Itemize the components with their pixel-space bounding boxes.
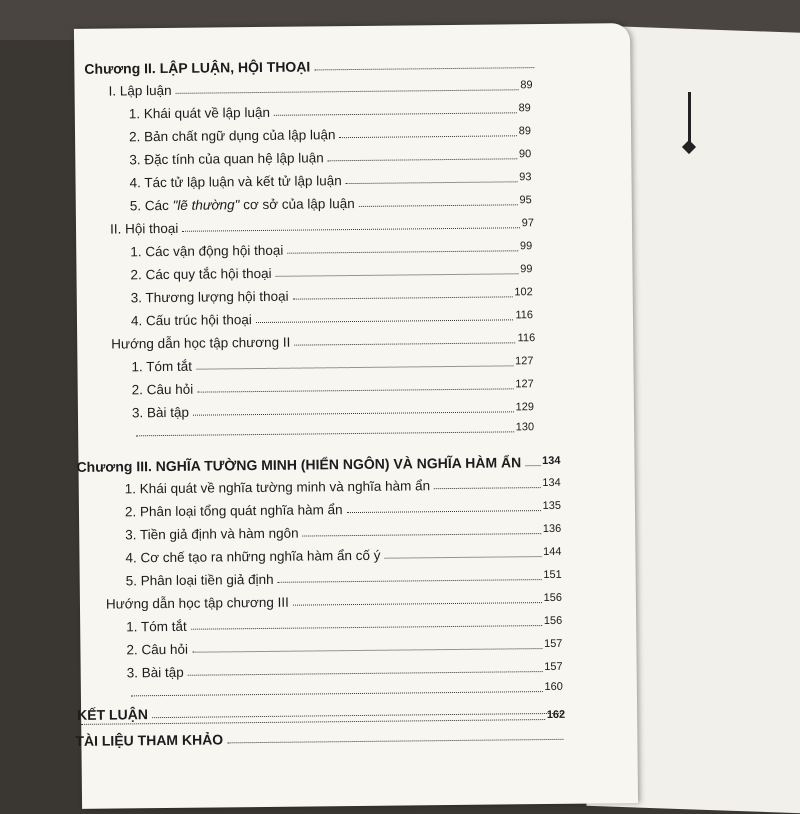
toc-entry-title: II. Hội thoại [110,221,180,237]
toc-entry [130,194,532,213]
toc-entry-title-part: 5. Các [130,198,173,213]
toc-page-number: 157 [544,661,562,673]
toc-entry-title: 3. Đặc tính của quan hệ lập luận [129,150,326,167]
toc-entry [125,500,561,520]
dot-leader [434,487,540,489]
toc-entry-title: 2. Câu hỏi [132,382,196,398]
toc-entry [132,424,534,440]
dot-leader [191,625,542,630]
toc-page-number: 162 [547,709,565,721]
toc-page-number: 89 [519,125,531,137]
toc-page-number: 97 [522,217,534,229]
dot-leader [346,181,518,184]
dot-leader [328,158,517,161]
dot-leader [196,365,513,369]
toc-entry-title: 2. Các quy tắc hội thoại [130,266,273,282]
toc-page-number: 116 [518,332,536,344]
toc-entry-title: Chương II. LẬP LUẬN, HỘI THOẠI [84,58,312,76]
dot-leader [276,273,519,277]
toc-entry [84,56,536,77]
toc-entry [110,217,534,236]
toc-page-number: 136 [543,523,561,535]
toc-entry-title: 4. Tác tử lập luận và kết tử lập luận [129,173,343,190]
toc-entry-title: Hướng dẫn học tập chương III [106,595,291,612]
toc-entry [130,263,532,282]
dot-leader [81,719,545,725]
toc-entry-title: 3. Bài tập [132,405,191,421]
toc-page-number: 89 [518,102,530,114]
dot-leader [176,89,519,94]
toc-page-number: 129 [515,401,533,413]
decorative-rule [688,92,691,146]
document-page [74,23,638,809]
dot-leader [340,135,517,138]
toc-entry [75,728,565,749]
toc-entry [125,546,561,566]
toc-entry [126,569,562,589]
dot-leader [256,319,514,323]
toc-page-number: 116 [515,309,533,321]
toc-page-number: 93 [519,171,531,183]
dot-leader [278,579,542,583]
dot-leader [347,510,541,513]
dot-leader [192,648,542,653]
toc-entry [130,240,532,259]
toc-entry [126,638,562,658]
dot-leader [188,671,543,676]
toc-entry-title: 1. Tóm tắt [126,619,189,635]
toc-entry [129,102,531,121]
toc-entry [111,332,535,351]
toc-entry-title: 2. Bản chất ngữ dụng của lập luận [129,127,338,144]
toc-entry [129,148,531,167]
toc-entry-title: 3. Tiền giả định và hàm ngôn [125,526,301,543]
toc-entry-title: 2. Câu hỏi [126,642,190,658]
toc-page-number: 157 [544,638,562,650]
toc-page-number: 90 [519,148,531,160]
toc-entry-title: 1. Khái quát về lập luận [129,105,272,121]
toc-page-number: 130 [516,421,534,433]
toc-entry-title-emphasis: "lẽ thường" [172,197,239,213]
toc-page-number: 99 [520,240,532,252]
toc-entry-title: 1. Tóm tắt [131,359,194,375]
dot-leader [136,431,514,436]
toc-entry [129,125,531,144]
dot-leader [193,411,514,415]
toc-page-number: 99 [520,263,532,275]
toc-entry [129,171,531,190]
dot-leader [131,691,543,696]
toc-entry [131,286,533,305]
toc-entry-title: 3. Thương lượng hội thoại [131,289,291,306]
dot-leader [525,465,540,466]
toc-page-number: 134 [542,477,560,489]
toc-entry [76,454,560,475]
toc-page-number: 89 [520,79,532,91]
toc-page-number: 156 [544,615,562,627]
toc-page-number: 134 [542,455,560,467]
dot-leader [227,739,563,744]
toc-page-number: 127 [515,355,533,367]
toc-page-number: 156 [543,592,561,604]
toc-entry-title [130,196,357,213]
toc-entry-title: 1. Khái quát về nghĩa tường minh và nghĩa hàm ẩn [125,478,432,496]
toc-page-number: 135 [543,500,561,512]
toc-entry-title: 4. Cấu trúc hội thoại [131,312,254,328]
dot-leader [314,67,534,70]
toc-entry [126,615,562,635]
table-of-contents [74,23,638,809]
toc-page-number: 102 [514,286,532,298]
toc-entry-title: Hướng dẫn học tập chương II [111,335,292,352]
dot-leader [274,112,517,116]
toc-entry [125,523,561,543]
toc-entry-title: KẾT LUẬN [77,706,150,723]
toc-entry [131,309,533,328]
toc-entry [127,661,563,681]
dot-leader [182,227,519,232]
toc-entry [106,592,562,612]
dot-leader [293,602,542,606]
toc-page-number: 160 [544,681,562,693]
toc-entry-title: 5. Phân loại tiền giả định [126,572,276,589]
dot-leader [197,388,513,392]
dot-leader [293,296,513,299]
toc-entry-title: 2. Phân loại tổng quát nghĩa hàm ẩn [125,502,345,519]
dot-leader [385,556,542,559]
toc-page-number: 127 [515,378,533,390]
dot-leader [303,533,541,536]
toc-entry [109,79,533,98]
toc-entry-title: 3. Bài tập [127,665,186,681]
toc-entry [125,477,561,497]
toc-page-number: 144 [543,546,561,558]
toc-page-number: 151 [543,569,561,581]
dot-leader [287,250,518,253]
toc-entry [132,378,534,397]
toc-page-number: 95 [519,194,531,206]
toc-entry [131,355,533,374]
toc-entry [127,684,563,701]
toc-entry-title: 4. Cơ chế tạo ra những nghĩa hàm ẩn cố ý [125,548,382,566]
toc-entry-title-part: cơ sở của lập luận [239,196,354,212]
toc-entry-title: I. Lập luận [109,83,174,99]
toc-entry-title: TÀI LIỆU THAM KHẢO [75,731,225,749]
dot-leader [359,204,518,207]
toc-entry-title: Chương III. NGHĨA TƯỜNG MINH (HIỂN NGÔN) VÀ NGHĨA HÀM ẨN [76,454,523,475]
toc-entry [132,401,534,420]
dot-leader [294,342,515,345]
toc-entry-title: 1. Các vận động hội thoại [130,243,285,260]
